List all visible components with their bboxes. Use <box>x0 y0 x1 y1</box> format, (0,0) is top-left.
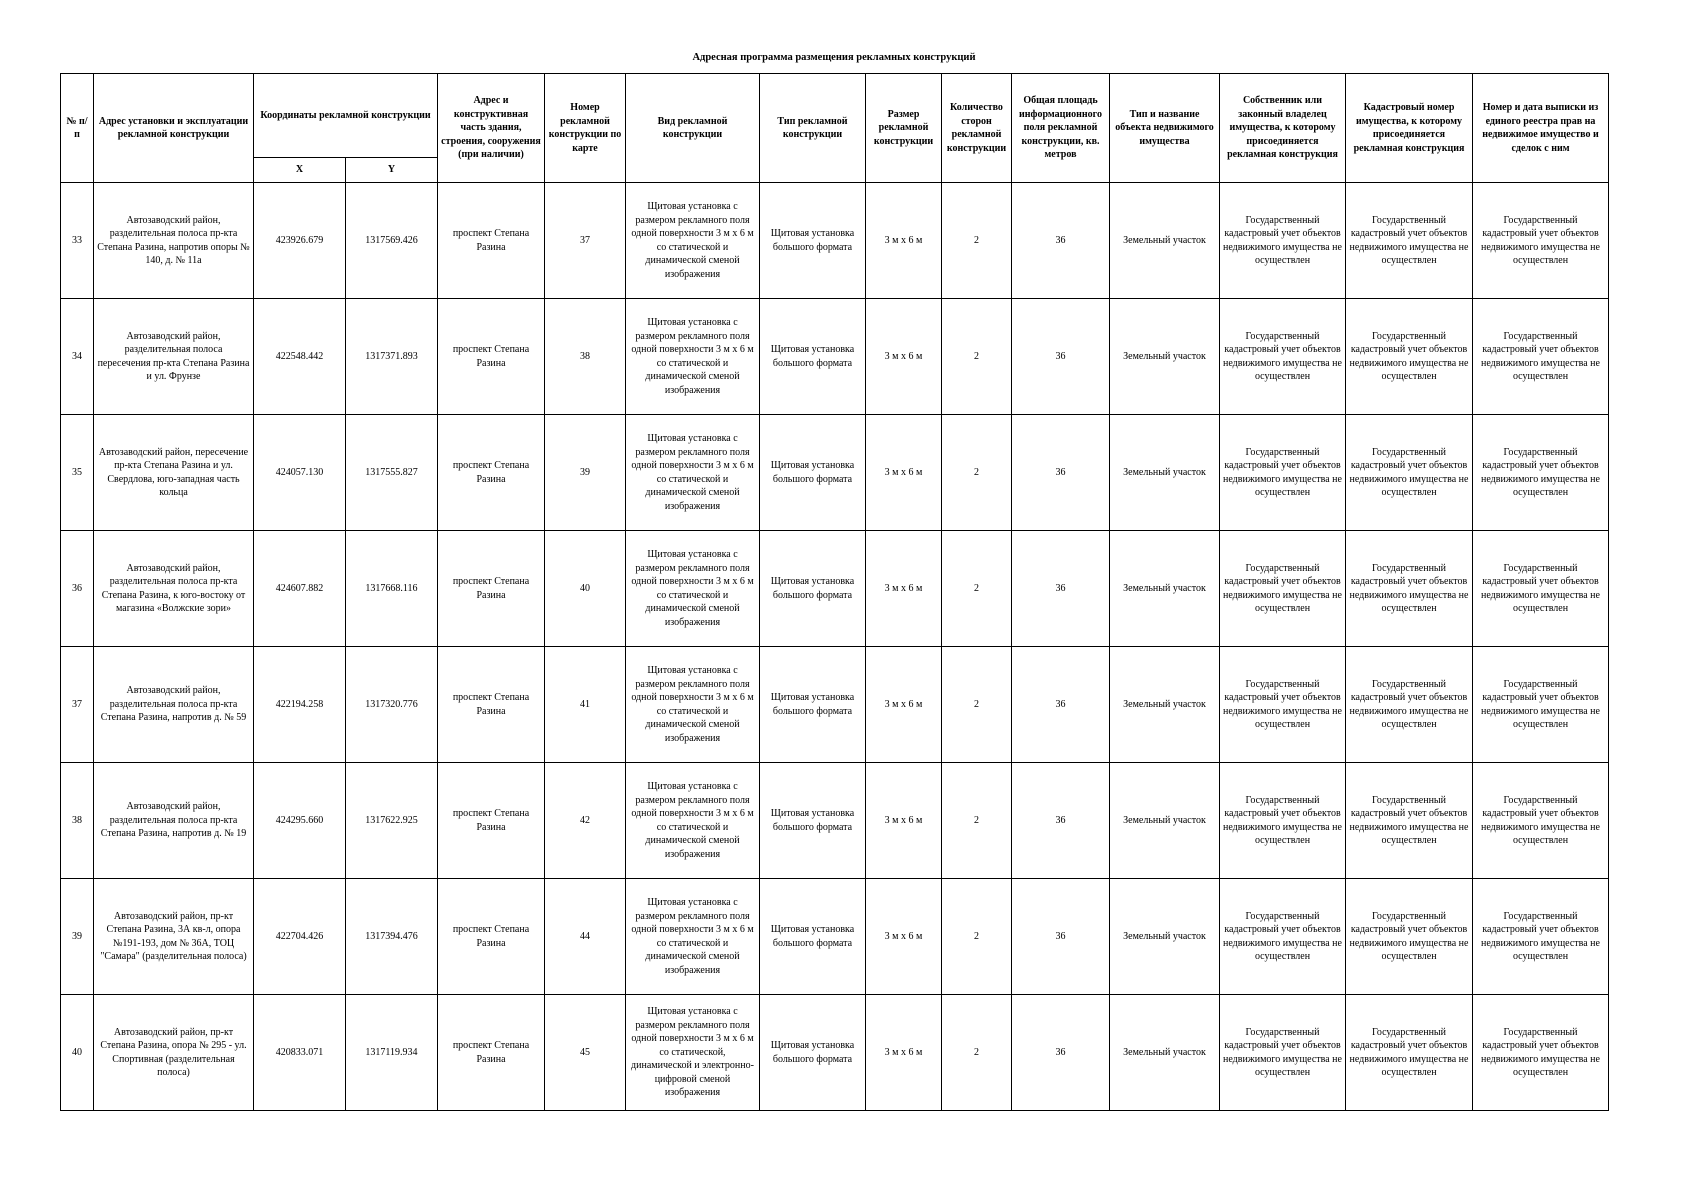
col-header-address: Адрес установки и эксплуатации рекламной конструкции <box>94 74 254 183</box>
cell-building: проспект Степана Разина <box>438 183 545 299</box>
cell-type: Щитовая установка большого формата <box>760 299 866 415</box>
cell-num: 34 <box>61 299 94 415</box>
col-header-sides: Количество сторон рекламной конструкции <box>942 74 1012 183</box>
cell-size: 3 м х 6 м <box>866 299 942 415</box>
cell-num: 38 <box>61 763 94 879</box>
cell-map-number: 45 <box>545 995 626 1111</box>
cell-kind: Щитовая установка с размером рекламного поля одной поверхности 3 м х 6 м со статической и динамической сменой изображения <box>626 879 760 995</box>
cell-y: 1317119.934 <box>346 995 438 1111</box>
cell-kind: Щитовая установка с размером рекламного поля одной поверхности 3 м х 6 м со статической и динамической сменой изображения <box>626 183 760 299</box>
cell-sides: 2 <box>942 879 1012 995</box>
cell-building: проспект Степана Разина <box>438 415 545 531</box>
cell-property-type: Земельный участок <box>1110 299 1220 415</box>
cell-map-number: 38 <box>545 299 626 415</box>
table-row <box>61 531 1609 647</box>
cell-kind: Щитовая установка с размером рекламного поля одной поверхности 3 м х 6 м со статической и динамической сменой изображения <box>626 763 760 879</box>
cell-x: 422548.442 <box>254 299 346 415</box>
cell-cadastral: Государственный кадастровый учет объектов недвижимого имущества не осуществлен <box>1346 415 1473 531</box>
cell-kind: Щитовая установка с размером рекламного поля одной поверхности 3 м х 6 м со статической и динамической сменой изображения <box>626 647 760 763</box>
advertising-program-table <box>60 73 1609 1111</box>
cell-map-number: 44 <box>545 879 626 995</box>
cell-area: 36 <box>1012 995 1110 1111</box>
cell-cadastral: Государственный кадастровый учет объектов недвижимого имущества не осуществлен <box>1346 531 1473 647</box>
document-title: Адресная программа размещения рекламных конструкций <box>692 52 976 63</box>
cell-owner: Государственный кадастровый учет объектов недвижимого имущества не осуществлен <box>1220 415 1346 531</box>
cell-size: 3 м х 6 м <box>866 647 942 763</box>
cell-kind: Щитовая установка с размером рекламного поля одной поверхности 3 м х 6 м со статической и динамической сменой изображения <box>626 299 760 415</box>
cell-property-type: Земельный участок <box>1110 415 1220 531</box>
cell-cadastral: Государственный кадастровый учет объектов недвижимого имущества не осуществлен <box>1346 183 1473 299</box>
cell-cadastral: Государственный кадастровый учет объектов недвижимого имущества не осуществлен <box>1346 879 1473 995</box>
cell-cadastral: Государственный кадастровый учет объектов недвижимого имущества не осуществлен <box>1346 763 1473 879</box>
cell-cadastral: Государственный кадастровый учет объектов недвижимого имущества не осуществлен <box>1346 647 1473 763</box>
cell-sides: 2 <box>942 531 1012 647</box>
col-header-size: Размер рекламной конструкции <box>866 74 942 183</box>
cell-owner: Государственный кадастровый учет объектов недвижимого имущества не осуществлен <box>1220 763 1346 879</box>
cell-building: проспект Степана Разина <box>438 299 545 415</box>
cell-size: 3 м х 6 м <box>866 995 942 1111</box>
cell-x: 422194.258 <box>254 647 346 763</box>
cell-address: Автозаводский район, разделительная полоса пересечения пр-кта Степана Разина и ул. Фрунзе <box>94 299 254 415</box>
col-header-y: Y <box>346 158 438 183</box>
col-header-owner: Собственник или законный владелец имущества, к которому присоединяется рекламная конструкция <box>1220 74 1346 183</box>
cell-map-number: 41 <box>545 647 626 763</box>
cell-num: 40 <box>61 995 94 1111</box>
cell-x: 424057.130 <box>254 415 346 531</box>
col-header-building: Адрес и конструктивная часть здания, строения, сооружения (при наличии) <box>438 74 545 183</box>
col-header-registry: Номер и дата выписки из единого реестра прав на недвижимое имущество и сделок с ним <box>1473 74 1609 183</box>
cell-y: 1317668.116 <box>346 531 438 647</box>
cell-y: 1317320.776 <box>346 647 438 763</box>
cell-property-type: Земельный участок <box>1110 879 1220 995</box>
cell-building: проспект Степана Разина <box>438 763 545 879</box>
col-header-property-type: Тип и название объекта недвижимого имущества <box>1110 74 1220 183</box>
cell-area: 36 <box>1012 879 1110 995</box>
header-row <box>61 74 1609 158</box>
table-header <box>61 74 1609 183</box>
cell-num: 39 <box>61 879 94 995</box>
table-body <box>61 183 1609 1111</box>
cell-type: Щитовая установка большого формата <box>760 647 866 763</box>
cell-cadastral: Государственный кадастровый учет объектов недвижимого имущества не осуществлен <box>1346 995 1473 1111</box>
cell-address: Автозаводский район, разделительная полоса пр-кта Степана Разина, напротив опоры № 140, д. № 11а <box>94 183 254 299</box>
cell-y: 1317622.925 <box>346 763 438 879</box>
cell-property-type: Земельный участок <box>1110 995 1220 1111</box>
cell-address: Автозаводский район, разделительная полоса пр-кта Степана Разина, напротив д. № 59 <box>94 647 254 763</box>
cell-type: Щитовая установка большого формата <box>760 415 866 531</box>
col-header-area: Общая площадь информационного поля рекламной конструкции, кв. метров <box>1012 74 1110 183</box>
col-header-kind: Вид рекламной конструкции <box>626 74 760 183</box>
cell-x: 422704.426 <box>254 879 346 995</box>
cell-y: 1317569.426 <box>346 183 438 299</box>
cell-sides: 2 <box>942 647 1012 763</box>
cell-property-type: Земельный участок <box>1110 531 1220 647</box>
col-header-map-number: Номер рекламной конструкции по карте <box>545 74 626 183</box>
col-header-num: № п/п <box>61 74 94 183</box>
cell-size: 3 м х 6 м <box>866 763 942 879</box>
cell-address: Автозаводский район, пр-кт Степана Разина, опора № 295 - ул. Спортивная (разделительная полоса) <box>94 995 254 1111</box>
cell-sides: 2 <box>942 763 1012 879</box>
cell-building: проспект Степана Разина <box>438 531 545 647</box>
cell-area: 36 <box>1012 415 1110 531</box>
col-header-type: Тип рекламной конструкции <box>760 74 866 183</box>
cell-registry: Государственный кадастровый учет объектов недвижимого имущества не осуществлен <box>1473 879 1609 995</box>
cell-registry: Государственный кадастровый учет объектов недвижимого имущества не осуществлен <box>1473 183 1609 299</box>
col-header-cadastral: Кадастровый номер имущества, к которому присоединяется рекламная конструкция <box>1346 74 1473 183</box>
cell-num: 35 <box>61 415 94 531</box>
cell-registry: Государственный кадастровый учет объектов недвижимого имущества не осуществлен <box>1473 647 1609 763</box>
cell-kind: Щитовая установка с размером рекламного поля одной поверхности 3 м х 6 м со статической и динамической сменой изображения <box>626 415 760 531</box>
cell-address: Автозаводский район, пр-кт Степана Разина, 3А кв-л, опора №191-193, дом № 36А, ТОЦ "Самара" (разделительная полоса) <box>94 879 254 995</box>
cell-sides: 2 <box>942 415 1012 531</box>
cell-area: 36 <box>1012 531 1110 647</box>
cell-registry: Государственный кадастровый учет объектов недвижимого имущества не осуществлен <box>1473 299 1609 415</box>
cell-owner: Государственный кадастровый учет объектов недвижимого имущества не осуществлен <box>1220 995 1346 1111</box>
cell-owner: Государственный кадастровый учет объектов недвижимого имущества не осуществлен <box>1220 647 1346 763</box>
table-row <box>61 183 1609 299</box>
col-header-x: X <box>254 158 346 183</box>
cell-address: Автозаводский район, пересечение пр-кта Степана Разина и ул. Свердлова, юго-западная часть кольца <box>94 415 254 531</box>
cell-type: Щитовая установка большого формата <box>760 183 866 299</box>
cell-x: 423926.679 <box>254 183 346 299</box>
cell-registry: Государственный кадастровый учет объектов недвижимого имущества не осуществлен <box>1473 415 1609 531</box>
cell-kind: Щитовая установка с размером рекламного поля одной поверхности 3 м х 6 м со статической и динамической сменой изображения <box>626 531 760 647</box>
cell-type: Щитовая установка большого формата <box>760 879 866 995</box>
cell-num: 33 <box>61 183 94 299</box>
cell-y: 1317555.827 <box>346 415 438 531</box>
cell-registry: Государственный кадастровый учет объектов недвижимого имущества не осуществлен <box>1473 763 1609 879</box>
cell-x: 424607.882 <box>254 531 346 647</box>
cell-num: 36 <box>61 531 94 647</box>
cell-size: 3 м х 6 м <box>866 183 942 299</box>
cell-owner: Государственный кадастровый учет объектов недвижимого имущества не осуществлен <box>1220 183 1346 299</box>
cell-owner: Государственный кадастровый учет объектов недвижимого имущества не осуществлен <box>1220 299 1346 415</box>
cell-map-number: 39 <box>545 415 626 531</box>
cell-property-type: Земельный участок <box>1110 647 1220 763</box>
cell-cadastral: Государственный кадастровый учет объектов недвижимого имущества не осуществлен <box>1346 299 1473 415</box>
cell-map-number: 42 <box>545 763 626 879</box>
cell-address: Автозаводский район, разделительная полоса пр-кта Степана Разина, к юго-востоку от магазина «Волжские зори» <box>94 531 254 647</box>
cell-area: 36 <box>1012 299 1110 415</box>
cell-registry: Государственный кадастровый учет объектов недвижимого имущества не осуществлен <box>1473 995 1609 1111</box>
cell-type: Щитовая установка большого формата <box>760 763 866 879</box>
cell-x: 420833.071 <box>254 995 346 1111</box>
cell-map-number: 37 <box>545 183 626 299</box>
cell-sides: 2 <box>942 183 1012 299</box>
cell-area: 36 <box>1012 647 1110 763</box>
table-row <box>61 415 1609 531</box>
table-row <box>61 995 1609 1111</box>
cell-num: 37 <box>61 647 94 763</box>
cell-property-type: Земельный участок <box>1110 183 1220 299</box>
cell-x: 424295.660 <box>254 763 346 879</box>
table-row <box>61 879 1609 995</box>
cell-size: 3 м х 6 м <box>866 415 942 531</box>
cell-sides: 2 <box>942 995 1012 1111</box>
cell-address: Автозаводский район, разделительная полоса пр-кта Степана Разина, напротив д. № 19 <box>94 763 254 879</box>
cell-kind: Щитовая установка с размером рекламного поля одной поверхности 3 м х 6 м со статической, динамической и электронно-цифровой сменой изображения <box>626 995 760 1111</box>
cell-property-type: Земельный участок <box>1110 763 1220 879</box>
table-row <box>61 763 1609 879</box>
cell-area: 36 <box>1012 763 1110 879</box>
cell-y: 1317394.476 <box>346 879 438 995</box>
cell-building: проспект Степана Разина <box>438 879 545 995</box>
col-header-coords: Координаты рекламной конструкции <box>254 74 438 158</box>
cell-owner: Государственный кадастровый учет объектов недвижимого имущества не осуществлен <box>1220 879 1346 995</box>
cell-y: 1317371.893 <box>346 299 438 415</box>
cell-owner: Государственный кадастровый учет объектов недвижимого имущества не осуществлен <box>1220 531 1346 647</box>
cell-type: Щитовая установка большого формата <box>760 531 866 647</box>
cell-area: 36 <box>1012 183 1110 299</box>
cell-size: 3 м х 6 м <box>866 531 942 647</box>
cell-size: 3 м х 6 м <box>866 879 942 995</box>
cell-map-number: 40 <box>545 531 626 647</box>
cell-sides: 2 <box>942 299 1012 415</box>
cell-building: проспект Степана Разина <box>438 647 545 763</box>
cell-registry: Государственный кадастровый учет объектов недвижимого имущества не осуществлен <box>1473 531 1609 647</box>
table-row <box>61 647 1609 763</box>
cell-type: Щитовая установка большого формата <box>760 995 866 1111</box>
cell-building: проспект Степана Разина <box>438 995 545 1111</box>
table-row <box>61 299 1609 415</box>
